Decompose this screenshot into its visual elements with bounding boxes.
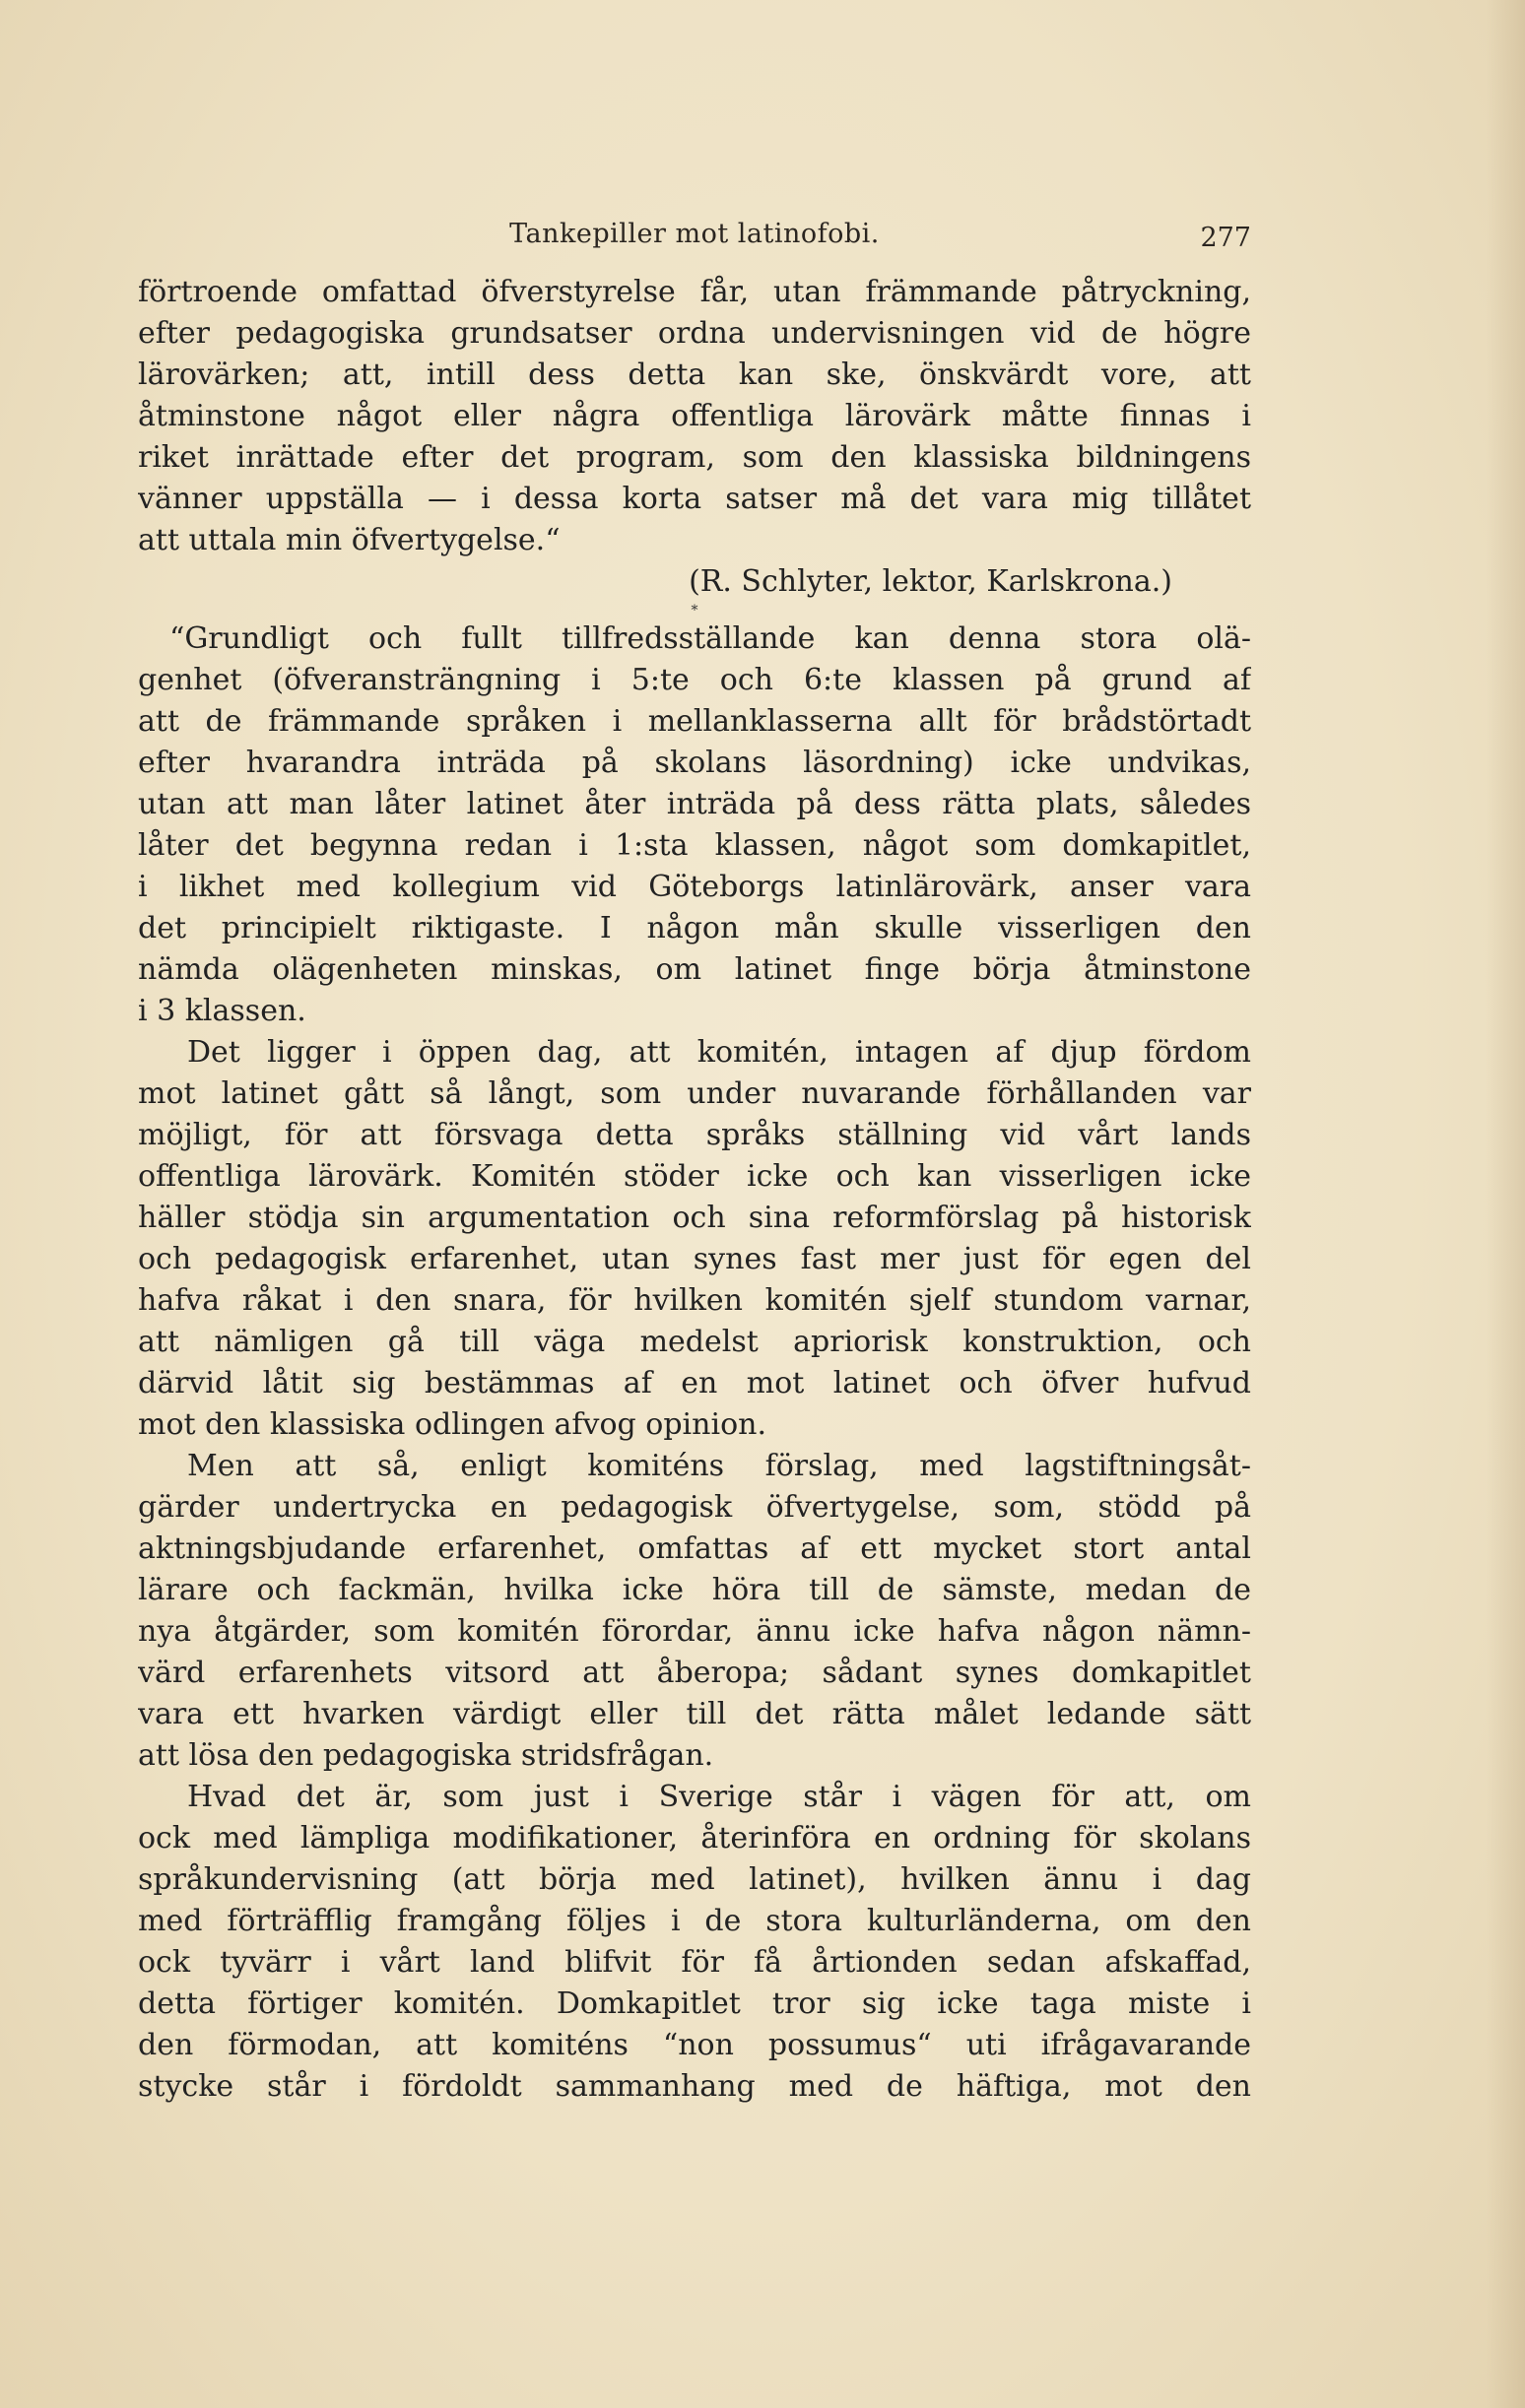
text-line: gärder undertrycka en pedagogisk öfvertygelse, som, stödd på xyxy=(138,1490,1251,1525)
text-line: att de främmande språken i mellanklasserna allt för brådstörtadt xyxy=(138,704,1251,739)
text-line: ock med lämpliga modifikationer, återinföra en ordning för skolans xyxy=(138,1821,1251,1855)
text-line: Men att så, enligt komiténs förslag, med lagstiftningsåt- xyxy=(187,1449,1251,1483)
text-line: efter hvarandra inträda på skolans läsordning) icke undvikas, xyxy=(138,746,1251,780)
page-edge-shadow xyxy=(1486,0,1525,2408)
text-line: att nämligen gå till väga medelst apriorisk konstruktion, och xyxy=(138,1325,1251,1359)
paragraph-first-line xyxy=(138,1032,1251,1074)
text-line: nya åtgärder, som komitén förordar, ännu icke hafva någon nämn- xyxy=(138,1614,1251,1649)
text-line: hafva råkat i den snara, för hvilken komitén sjelf stundom varnar, xyxy=(138,1283,1251,1318)
text-line: “Grundligt och fullt tillfredsställande kan denna stora olä- xyxy=(169,621,1251,656)
page-header xyxy=(138,219,1251,258)
body-text xyxy=(138,272,1251,2108)
text-line: lärare och fackmän, hvilka icke höra till de sämste, medan de xyxy=(138,1573,1251,1607)
text-line: vara ett hvarken värdigt eller till det rätta målet ledande sätt xyxy=(138,1697,1251,1731)
text-line: aktningsbjudande erfarenhet, omfattas af ett mycket stort antal xyxy=(138,1531,1251,1566)
text-line: Det ligger i öppen dag, att komitén, intagen af djup fördom xyxy=(187,1035,1251,1070)
paragraph-first-line xyxy=(138,1446,1251,1487)
text-line: förtroende omfattad öfverstyrelse får, utan främmande påtryckning, xyxy=(138,275,1251,309)
text-line: genhet (öfveransträngning i 5:te och 6:te klassen på grund af xyxy=(138,663,1251,697)
text-line: efter pedagogiska grundsatser ordna undervisningen vid de högre xyxy=(138,316,1251,351)
section-separator: * xyxy=(691,603,698,618)
text-line: åtminstone något eller några offentliga lärovärk måtte finnas i xyxy=(138,399,1251,433)
text-line: att uttala min öfvertygelse.“ xyxy=(138,523,561,557)
text-line: detta förtiger komitén. Domkapitlet tror sig icke taga miste i xyxy=(138,1986,1251,2021)
text-line: riket inrättade efter det program, som den klassiska bildningens xyxy=(138,440,1251,475)
text-line: lärovärken; att, intill dess detta kan ske, önskvärdt vore, att xyxy=(138,358,1251,392)
text-line: låter det begynna redan i 1:sta klassen, något som domkapitlet, xyxy=(138,828,1251,863)
attribution-line: (R. Schlyter, lektor, Karlskrona.) xyxy=(689,564,1172,599)
page-number: 277 xyxy=(1200,223,1251,253)
text-line: med förträfflig framgång följes i de stora kulturländerna, om den xyxy=(138,1904,1251,1938)
text-line: det principielt riktigaste. I någon mån skulle visserligen den xyxy=(138,911,1251,945)
text-line: i 3 klassen. xyxy=(138,994,306,1028)
text-line: värd erfarenhets vitsord att åberopa; sådant synes domkapitlet xyxy=(138,1656,1251,1690)
text-line: Hvad det är, som just i Sverige står i vägen för att, om xyxy=(187,1780,1251,1814)
text-line: offentliga lärovärk. Komitén stöder icke och kan visserligen icke xyxy=(138,1159,1251,1194)
paragraph-first-line xyxy=(138,618,1251,660)
text-line: språkundervisning (att börja med latinet), hvilken ännu i dag xyxy=(138,1862,1251,1897)
running-title: Tankepiller mot latinofobi. xyxy=(509,219,880,249)
text-line: därvid låtit sig bestämmas af en mot latinet och öfver hufvud xyxy=(138,1366,1251,1400)
text-line: ock tyvärr i vårt land blifvit för få årtionden sedan afskaffad, xyxy=(138,1945,1251,1980)
text-line: mot den klassiska odlingen afvog opinion. xyxy=(138,1407,766,1442)
text-line: häller stödja sin argumentation och sina reformförslag på historisk xyxy=(138,1201,1251,1235)
text-line: mot latinet gått så långt, som under nuvarande förhållanden var xyxy=(138,1076,1251,1111)
text-line: den förmodan, att komiténs “non possumus“ uti ifrågavarande xyxy=(138,2028,1251,2062)
text-line: möjligt, för att försvaga detta språks ställning vid vårt lands xyxy=(138,1118,1251,1152)
paragraph-first-line xyxy=(138,1777,1251,1818)
text-line: i likhet med kollegium vid Göteborgs latinlärovärk, anser vara xyxy=(138,870,1251,904)
text-line: stycke står i fördoldt sammanhang med de häftiga, mot den xyxy=(138,2069,1251,2104)
text-line: och pedagogisk erfarenhet, utan synes fast mer just för egen del xyxy=(138,1242,1251,1276)
text-line: vänner uppställa — i dessa korta satser må det vara mig tillåtet xyxy=(138,482,1251,516)
text-line: nämda olägenheten minskas, om latinet finge börja åtminstone xyxy=(138,952,1251,987)
text-line: att lösa den pedagogiska stridsfrågan. xyxy=(138,1738,714,1773)
text-line: utan att man låter latinet åter inträda på dess rätta plats, således xyxy=(138,787,1251,821)
